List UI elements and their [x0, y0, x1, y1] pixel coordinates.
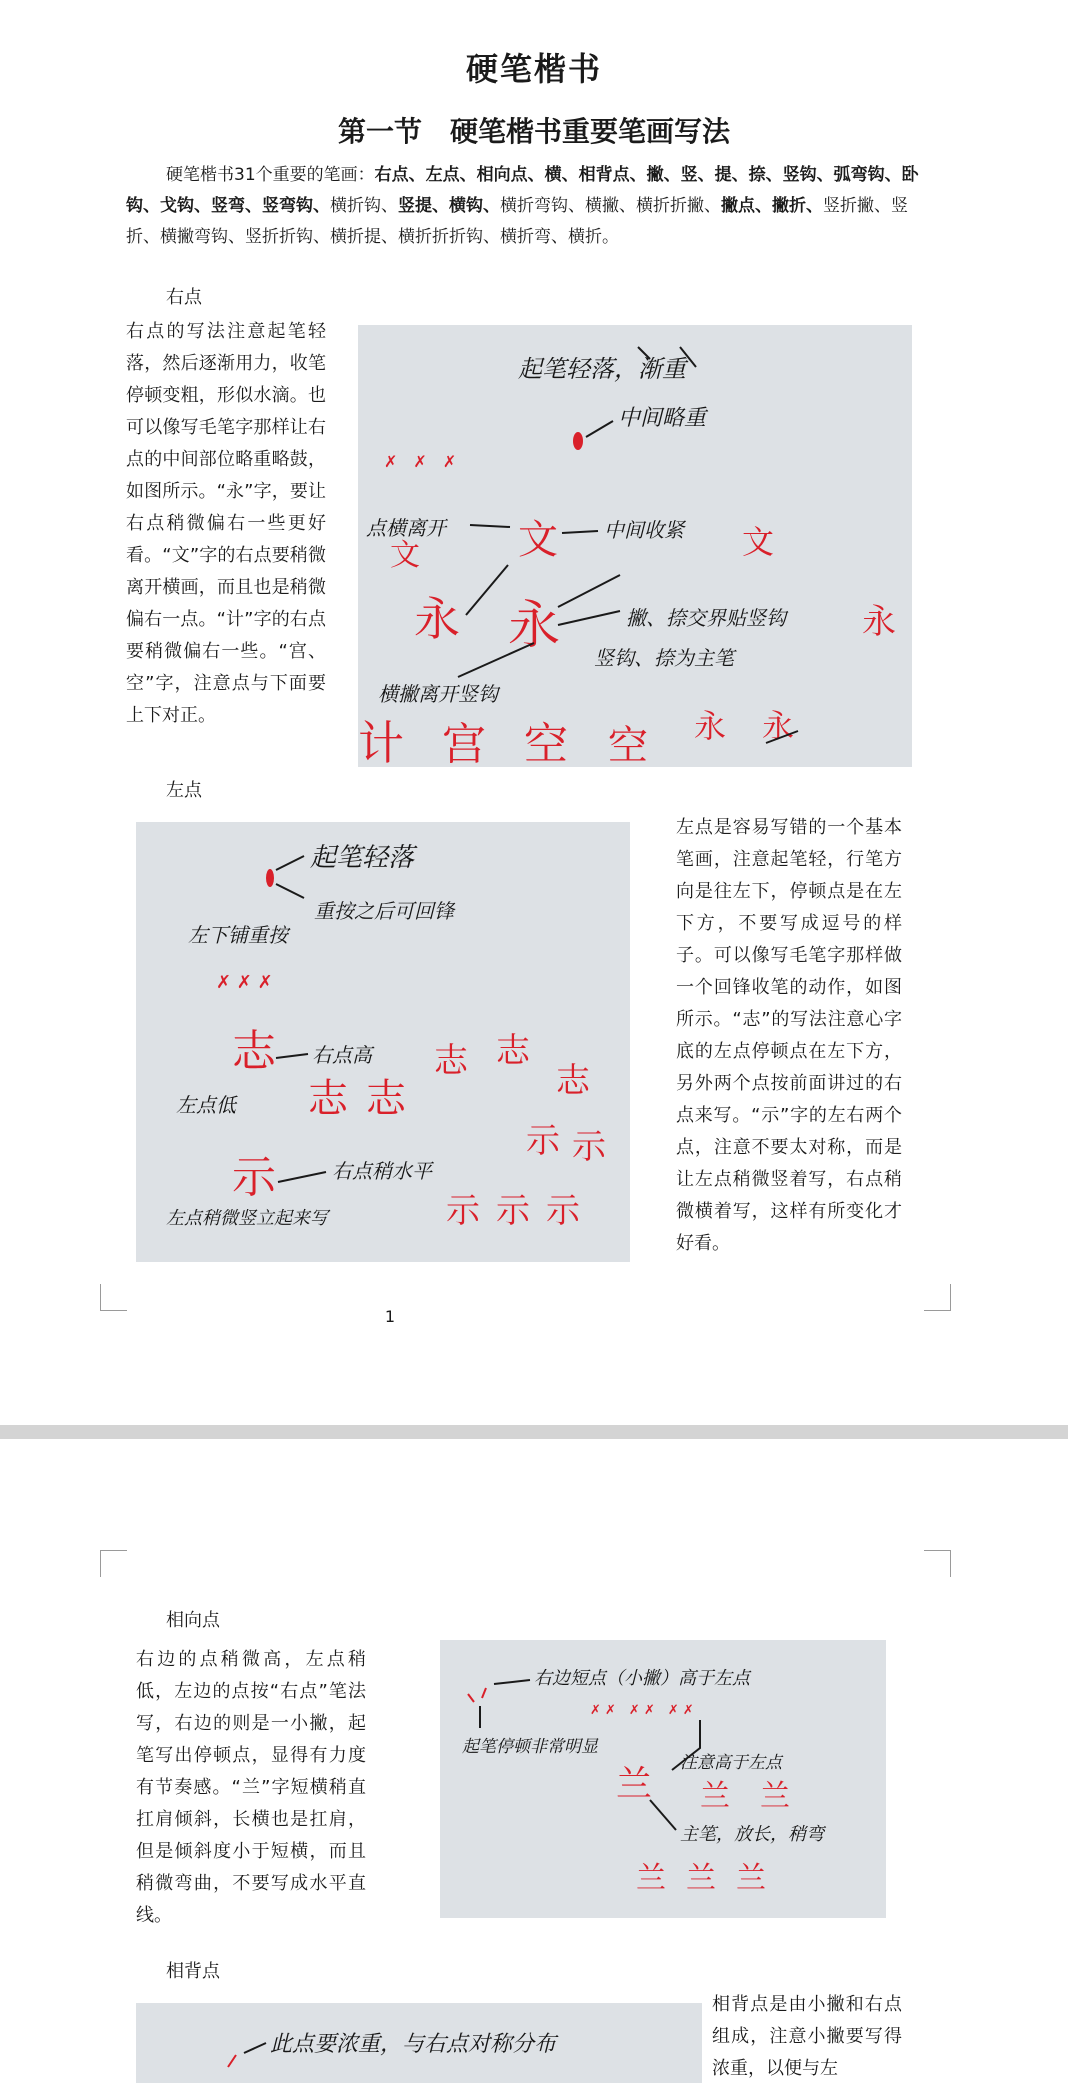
note-main-stroke: 竖钩、捺为主笔 — [594, 646, 734, 670]
note-left-upright: 左点稍微竖立起来写 — [166, 1208, 328, 1229]
left-dot-figure — [136, 822, 630, 1262]
char-shi-3: 示 — [572, 1127, 606, 1167]
page-corner-mark — [924, 1550, 951, 1577]
note-return-stroke: 重按之后可回锋 — [314, 899, 454, 923]
right-dot-text: 右点的写法注意起笔轻落，然后逐渐用力，收笔停顿变粗，形似水滴。也可以像写毛笔字那样让右点的中间部位略重略鼓，如图所示。“永”字，要让右点稍微偏右一些更好看。“文”字的右点要稍微离开横画，而且也是稍微偏右一点。“计”字的右点要稍微偏右一些。“宫、空”字，注意点与下面要上下对正。 — [126, 321, 326, 726]
note-middle-tight: 中间收紧 — [604, 518, 684, 542]
dot-row: ✗ ✗ ✗ — [384, 452, 457, 471]
page-number: 1 — [384, 1307, 396, 1326]
pointer-line — [650, 1800, 676, 1830]
note-junction: 撇、捺交界贴竖钩 — [626, 606, 786, 630]
char-kong-1: 空 — [524, 719, 568, 767]
pointer-lines — [276, 856, 304, 898]
note-lower-left-press: 左下铺重按 — [188, 923, 288, 947]
facing-dots-figure — [440, 1640, 886, 1918]
facing-dots-illustration — [440, 1640, 886, 1918]
char-shi-2: 示 — [526, 1121, 560, 1161]
char-zhi-5: 志 — [496, 1031, 530, 1071]
back-dots-figure — [136, 2003, 702, 2083]
note-main-stroke: 主笔，放长，稍弯 — [680, 1824, 824, 1845]
note-horizontal-apart: 横撇离开竖钩 — [378, 682, 498, 706]
dot-row: ✗ ✗ ✗ ✗ ✗ ✗ — [590, 1703, 694, 1718]
char-gong: 宫 — [442, 719, 486, 767]
pointer-line — [586, 421, 613, 437]
page-corner-mark — [924, 1284, 951, 1311]
right-dot-illustration — [358, 325, 912, 767]
char-zhi-6: 志 — [556, 1061, 590, 1101]
page-corner-mark — [100, 1550, 127, 1577]
document-title: 硬笔楷书 — [465, 50, 602, 88]
heading-back-dots: 相背点 — [166, 1961, 220, 1982]
char-shi-4: 示 — [446, 1191, 480, 1231]
pointer-line — [276, 1054, 308, 1058]
note-right-high: 右点高 — [312, 1043, 372, 1067]
note-higher-than-left: 注意高于左点 — [680, 1753, 782, 1773]
dot-sample — [228, 2055, 236, 2067]
char-zhi-3: 志 — [366, 1076, 406, 1122]
char-lan-1: 兰 — [616, 1764, 653, 1805]
note-right-higher: 右边短点（小撇）高于左点 — [534, 1668, 750, 1689]
char-zhi-1: 志 — [232, 1026, 276, 1077]
note-start-pause: 起笔停顿非常明显 — [462, 1737, 598, 1757]
page-separator — [0, 1425, 1068, 1439]
note-heavy-dot: 此点要浓重，与右点对称分布 — [270, 2032, 557, 2057]
char-lan-6: 兰 — [736, 1861, 766, 1896]
intro-plain-2: 横折弯钩、横撇、横折折撇、 — [500, 196, 721, 216]
right-dot-figure — [358, 325, 912, 767]
dot-sample — [573, 432, 583, 450]
char-yong-5: 永 — [762, 707, 795, 745]
intro-bold-2: 竖提、横钩、 — [398, 196, 500, 216]
intro-lead: 硬笔楷书31个重要的笔画： — [166, 165, 375, 185]
pointer-line — [494, 1680, 530, 1684]
back-dots-text: 相背点是由小撇和右点组成，注意小撇要写得浓重，以便与左 — [712, 1994, 902, 2079]
char-ji: 计 — [358, 716, 404, 767]
pointer-line — [470, 525, 510, 527]
dot-sample — [266, 869, 274, 887]
left-dot-text: 左点是容易写错的一个基本笔画，注意起笔轻，行笔方向是往左下，停顿点是在左下方，不要写成逗号的样子。可以像写毛笔字那样做一个回锋收笔的动作，如图所示。“志”的写法注意心字底的左点停顿点在左下方，另外两个点按前面讲过的右点来写。“示”字的左右两个点，注意不要太对称，而是让左点稍微竖着写，右点稍微横着写，这样有所变化才好看。 — [676, 817, 902, 1254]
dot-row: ✗ ✗ ✗ — [216, 972, 273, 993]
char-lan-2: 兰 — [700, 1779, 730, 1814]
pointer-line — [278, 1172, 326, 1182]
note-left-low: 左点低 — [176, 1093, 236, 1117]
note-start-light: 起笔轻落，渐重 — [518, 355, 686, 383]
dot-pair — [468, 1688, 486, 1702]
page-2 — [0, 1439, 1068, 2083]
char-kong-2: 空 — [608, 723, 648, 767]
intro-bold-3: 撇点、撇折、 — [721, 196, 823, 216]
heading-left-dot: 左点 — [166, 780, 202, 801]
section-title: 第一节 硬笔楷书重要笔画写法 — [337, 115, 730, 148]
note-right-flat: 右点稍水平 — [332, 1159, 432, 1183]
note-start-light: 起笔轻落 — [310, 843, 415, 873]
char-lan-5: 兰 — [686, 1861, 716, 1896]
char-shi-6: 示 — [546, 1191, 580, 1231]
char-wen-1: 文 — [518, 517, 558, 563]
char-lan-3: 兰 — [760, 1779, 790, 1814]
page-corner-mark — [100, 1284, 127, 1311]
note-middle-heavy: 中间略重 — [618, 406, 707, 431]
char-wen-3: 文 — [742, 523, 775, 561]
char-lan-4: 兰 — [636, 1861, 666, 1896]
back-dots-illustration — [136, 2003, 702, 2083]
heading-facing-dots: 相向点 — [166, 1610, 220, 1631]
left-dot-illustration — [136, 822, 630, 1262]
intro-bold-1: 右点、左点、相向点、横、相背点、撇、竖、提、捺、竖钩、弧弯钩、卧钩、戈钩、竖弯、竖弯钩、 — [126, 165, 919, 216]
heading-right-dot: 右点 — [166, 287, 202, 308]
intro-plain-1: 横折钩、 — [330, 196, 398, 216]
facing-dots-text: 右边的点稍微高，左点稍低，左边的点按“右点”笔法写，右边的则是一小撇，起笔写出停顿点，显得有力度有节奏感。“兰”字短横稍直扛肩倾斜，长横也是扛肩，但是倾斜度小于短横，而且稍微弯曲，不要写成水平直线。 — [136, 1649, 366, 1926]
intro-plain-3: 竖折撇、竖折、横撇弯钩、竖折折钩、横折提、横折折折钩、横折弯、横折。 — [126, 196, 908, 247]
char-yong-4: 永 — [694, 707, 727, 745]
char-yong-1: 永 — [414, 592, 460, 646]
char-zhi-4: 志 — [434, 1041, 468, 1081]
char-shi-5: 示 — [496, 1191, 530, 1231]
char-shi-1: 示 — [232, 1152, 276, 1203]
pointer-line — [244, 2043, 266, 2053]
char-yong-2: 永 — [508, 596, 561, 656]
char-wen-2: 文 — [390, 538, 420, 573]
intro-paragraph — [126, 160, 932, 253]
char-zhi-2: 志 — [308, 1076, 348, 1122]
note-dot-apart: 点横离开 — [366, 516, 446, 540]
char-yong-3: 永 — [862, 602, 896, 642]
pointer-line — [562, 531, 598, 533]
